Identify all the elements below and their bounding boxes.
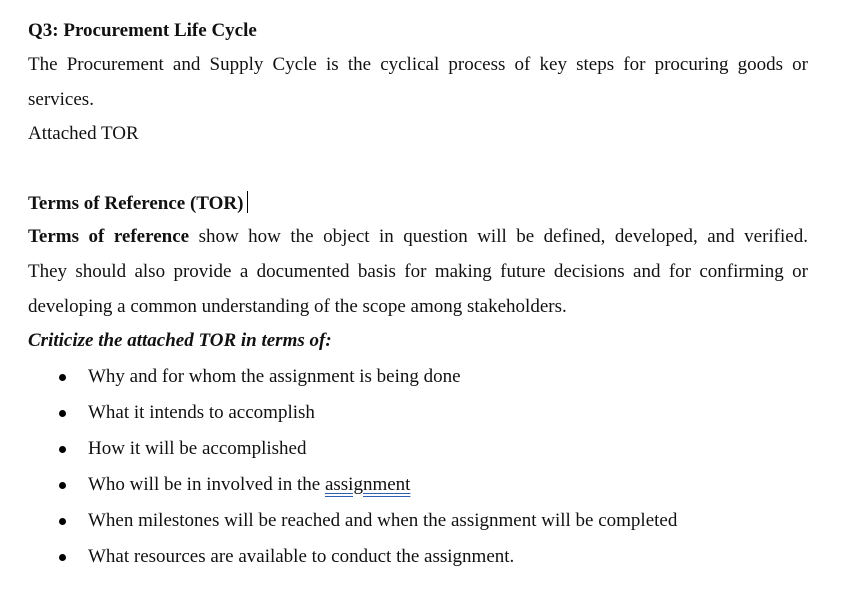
criticize-instruction: Criticize the attached TOR in terms of: xyxy=(28,330,332,351)
list-item-text: How it will be accomplished xyxy=(88,438,307,459)
tor-title xyxy=(28,191,248,216)
attached-tor-text: Attached TOR xyxy=(28,123,139,144)
tor-paragraph-line-1 xyxy=(28,225,808,249)
list-item-text-main: Who will be in involved in the xyxy=(88,474,325,495)
intro-paragraph-line-1: The Procurement and Supply Cycle is the cyclical process of key steps for procuring goods or xyxy=(28,54,808,75)
bullet-icon xyxy=(59,482,66,489)
bullet-icon xyxy=(59,446,66,453)
list-item-text: When milestones will be reached and when the assignment will be completed xyxy=(88,510,678,531)
list-item-text: What resources are available to conduct the assignment. xyxy=(88,546,515,567)
text-cursor xyxy=(247,191,248,213)
tor-title-text: Terms of Reference (TOR) xyxy=(28,193,244,214)
bullet-icon xyxy=(59,374,66,381)
intro-paragraph-line-2: services. xyxy=(28,89,94,110)
bullet-icon xyxy=(59,518,66,525)
bullet-icon xyxy=(59,410,66,417)
bullet-icon xyxy=(59,554,66,561)
tor-paragraph-line-2: They should also provide a documented basis for making future decisions and for confirming or xyxy=(28,261,808,282)
tor-lead-term: Terms of reference xyxy=(28,226,190,247)
section-heading: Q3: Procurement Life Cycle xyxy=(28,20,257,41)
tor-line1-rest: show how the object in question will be defined, developed, and verified. xyxy=(189,226,808,247)
list-item-text: Why and for whom the assignment is being done xyxy=(88,366,461,387)
grammar-flagged-word[interactable]: assignment xyxy=(324,474,411,495)
tor-paragraph-line-3: developing a common understanding of the scope among stakeholders. xyxy=(28,296,567,317)
list-item-text xyxy=(88,473,410,497)
list-item-text: What it intends to accomplish xyxy=(88,402,315,423)
